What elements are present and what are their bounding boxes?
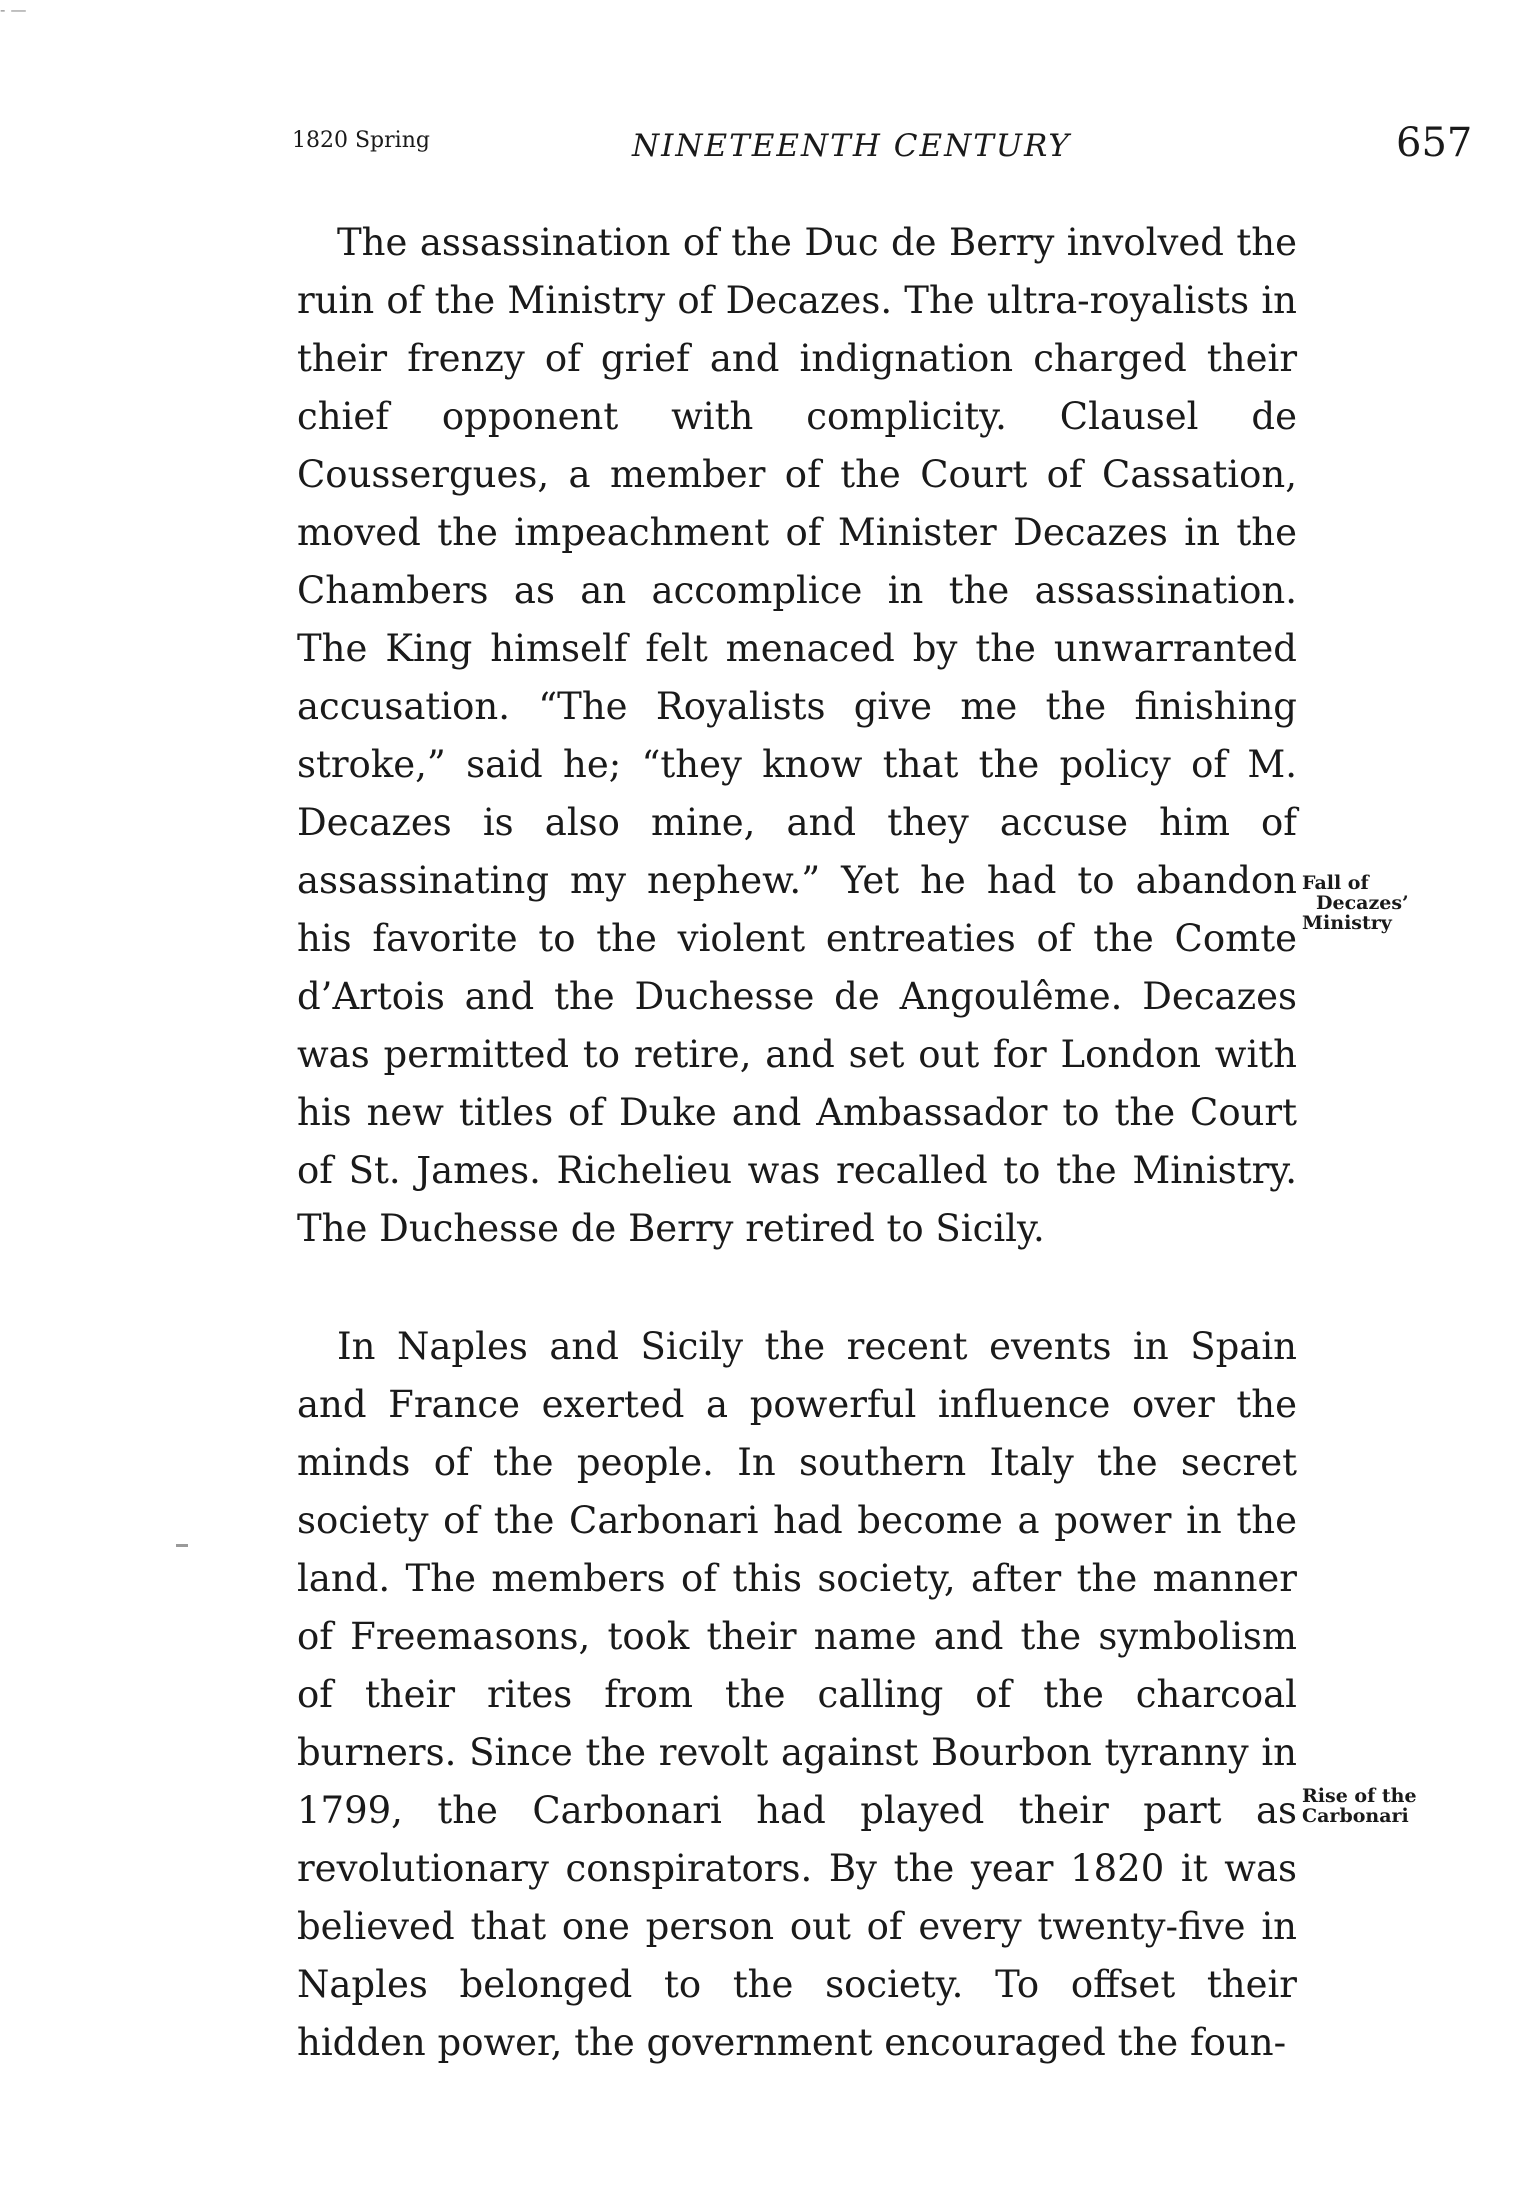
sidenote-line: Carbonari (1302, 1805, 1409, 1827)
sidenote-line: Ministry (1302, 912, 1392, 934)
paragraph-carbonari: In Naples and Sicily the recent events in Spain and France exerted a powerful influence over the minds of the people. In southern Italy the secret society of the Carbonari had become a power in the land. The members of this society, after the manner of Freemasons, took their name and the symbolism of their rites from the calling of the charcoal burners. Since the revolt against Bourbon tyranny in 1799, the Carbonari had played their part as revolutionary conspirators. By the year 1820 it was believed that one person out of every twenty-five in Naples belonged to the society. To offset their hidden power, the government encouraged the foun- (297, 1325, 1297, 2064)
corner-mark: - — (0, 0, 27, 19)
running-head-left: 1820 Spring (292, 128, 430, 153)
margin-tick (176, 1544, 188, 1547)
sidenote-line: Fall of (1302, 872, 1369, 894)
page-number: 657 (1396, 120, 1473, 166)
sidenote-line: Decazes’ (1316, 892, 1409, 914)
sidenote-rise-of-carbonari (1302, 1786, 1462, 1826)
sidenote-fall-of-decazes (1302, 873, 1462, 933)
running-head-title: NINETEENTH CENTURY (632, 128, 1071, 164)
paragraph-decazes: The assassination of the Duc de Berry involved the ruin of the Ministry of Decazes. The ultra-royalists in their frenzy of grief and indignation charged their chief opponent with complicity. Clausel de Coussergues, a member of the Court of Cassation, moved the impeachment of Minister Decazes in the Chambers as an accomplice in the assassination. The King himself felt menaced by the unwarranted accusation. “The Royalists give me the finishing stroke,” said he; “they know that the policy of M. Decazes is also mine, and they accuse him of assassinating my nephew.” Yet he had to abandon his favorite to the violent entreaties of the Comte d’Artois and the Duchesse de Angoulême. Decazes was permitted to retire, and set out for London with his new titles of Duke and Ambassador to the Court of St. James. Richelieu was recalled to the Ministry. The Duchesse de Berry retired to Sicily. (297, 221, 1297, 1250)
sidenote-line: Rise of the (1302, 1785, 1417, 1807)
